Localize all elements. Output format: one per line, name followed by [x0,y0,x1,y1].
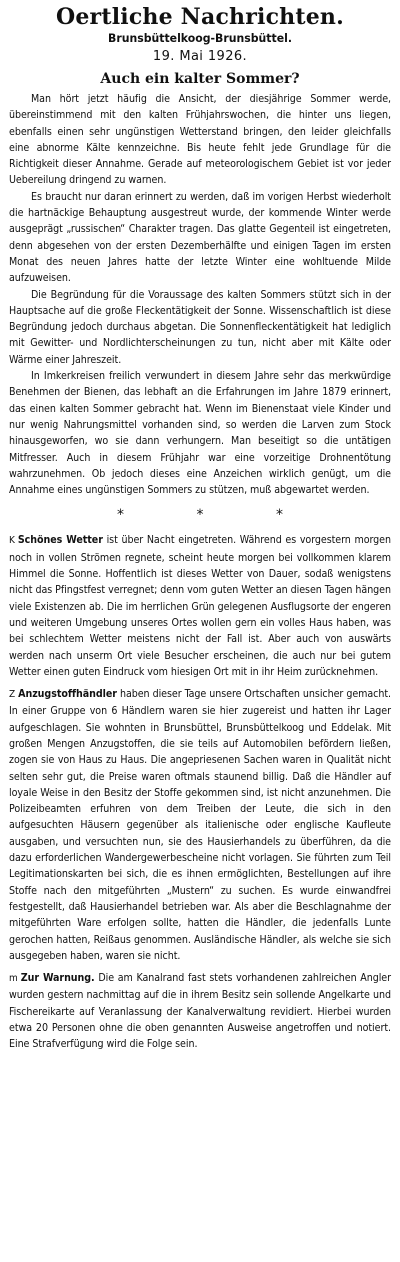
article-date: 19. Mai 1926. [152,49,248,64]
article-paragraph: Die Begründung für die Voraussage des kalten Sommers stützt sich in der Hauptsache auf die große Fleckentätigkeit der Sonne. Wissenschaftlich ist diese Begründung jedoch durchaus abgetan. Die Sonnenfleckentätigkeit hat lediglich mit Gewitter- und Nordlichterscheinungen zu tun, nicht aber mit Kälte oder Wärme einer Jahreszeit. [9,288,391,366]
item-text: Die am Kanalrand fast stets vorhandenen zahlreichen Angler wurden gestern nachmittag auf die in ihrem Besitz sein sollende Angelkarte und Fischereikarte auf Veranlassung der Kanalverwaltung revidiert. Hierbei wurden etwa 20 Personen ohne die oben genannten Ausweise angetroffen und notiert. Eine Strafverfügung wird die Folge sein. [9,972,391,1051]
news-item [9,970,391,1052]
section-subtitle: Brunsbüttelkoog-Brunsbüttel. [108,31,292,45]
article-headline: Auch ein kalter Sommer? [100,71,300,87]
item-marker: m [9,973,18,985]
item-keyword: Anzugstoffhändler [18,688,117,701]
news-item [9,686,391,964]
item-keyword: Zur Warnung. [20,972,95,985]
item-marker: Z [9,689,16,701]
news-item [9,532,391,680]
item-marker: K [9,535,15,547]
item-text: ist über Nacht eingetreten. Während es vorgestern morgen noch in vollen Strömen regnete, scheint heute morgen bei vollkommen klarem Himmel die Sonne. Hoffentlich ist dieses Wetter von Dauer, sodaß wenigstens nicht das Pfingstfest verregnet; denn vom guten Wetter an diesen Tagen hängen viele Existenzen ab. Die im herrlichen Grün gelegenen Ausflugsorte der engeren und weiteren Umgebung unseres Ortes wollen gern ein volles Haus haben, was bei schlechtem Wetter meistens nicht der Fall ist. Aber auch von auswärts werden nach unserm Ort viele Besucher erscheinen, die auch nur bei gutem Wetter einen guten Eindruck vom hiesigen Ort mit in ihr Heim zurücknehmen. [9,534,391,678]
section-title: Oertliche Nachrichten. [56,4,344,30]
item-keyword: Schönes Wetter [17,534,103,547]
article-paragraph: Man hört jetzt häufig die Ansicht, der diesjährige Sommer werde, übereinstimmend mit den kalten Frühjahrswochen, die hinter uns liegen, ebenfalls einen sehr ungünstigen Wetterstand bringen, den leider gleichfalls eine abnorme Kälte kennzeichne. Bis heute fehlt jede Grundlage für die Richtigkeit dieser Annahme. Gerade auf meteorologischem Gebiet ist vor jeder Uebereilung dringend zu warnen. [9,93,391,187]
section-separator: * * * [117,507,317,524]
item-text: haben dieser Tage unsere Ortschaften unsicher gemacht. In einer Gruppe von 6 Händlern waren sie hier zugereist und hatten ihr Lager aufgeschlagen. Sie wohnten in Brunsbüttel, Brunsbüttelkoog und Eddelak. Mit großen Mengen Anzugstoffen, die sie teils auf Automobilen befördern ließen, zogen sie von Haus zu Haus. Die angepriesenen Sachen waren in Qualität nicht selten sehr gut, die Preise waren oftmals staunend billig. Daß die Händler auf loyale Weise in den Besitz der Stoffe gekommen sind, ist nicht anzunehmen. Die Polizeibeamten erfuhren von dem Treiben der Leute, die sich in den aufgesuchten Häusern gegenüber als italienische oder englische Kaufleute ausgaben, und versuchten nun, sie des Hausierhandels zu überführen, da die dazu erforderlichen Wandergewerbescheine nicht vorlagen. Sie führten zum Teil Legitimationskarten bei sich, die es ihnen ermöglichten, Bestellungen auf ihre Stoffe nach den mitgeführten „Mustern“ zu suchen. Es wurde einwandfrei festgestellt, daß Hausierhandel betrieben war. Als aber die Beschlagnahme der mitgeführten Ware erfolgen sollte, hatten die Händler, die jedenfalls Lunte gerochen hatten, Reißaus genommen. Ausländische Händler, als welche sie sich ausgegeben haben, waren sie nicht. [9,688,391,962]
article-paragraph: In Imkerkreisen freilich verwundert in diesem Jahre sehr das merkwürdige Benehmen der Bienen, das lebhaft an die Erfahrungen im Jahre 1879 erinnert, das einen kalten Sommer gebracht hat. Wenn im Bienenstaat viele Kinder und nur wenig Nahrungsmittel vorhanden sind, so werden die Larven zum Stock hinausgeworfen, wo sie dann verhungern. Man beseitigt so die untätigen Mitfresser. Auch in diesem Frühjahr war eine vorzeitige Drohnentötung wahrzunehmen. Ob jedoch dieses eine Anzeichen wirklich genügt, um die Annahme eines ungünstigen Sommers zu stützen, muß abgewartet werden. [9,370,391,497]
article-paragraph: Es braucht nur daran erinnert zu werden, daß im vorigen Herbst wiederholt die hartnäckige Behauptung ausgestreut wurde, der kommende Winter werde ausgeprägt „russischen“ Charakter tragen. Das glatte Gegenteil ist eingetreten, denn abgesehen von der ersten Dezemberhälfte und einigen Tagen im ersten Monat des neuen Jahres hatte der letzte Winter eine wohltuende Milde aufzuweisen. [9,190,391,285]
